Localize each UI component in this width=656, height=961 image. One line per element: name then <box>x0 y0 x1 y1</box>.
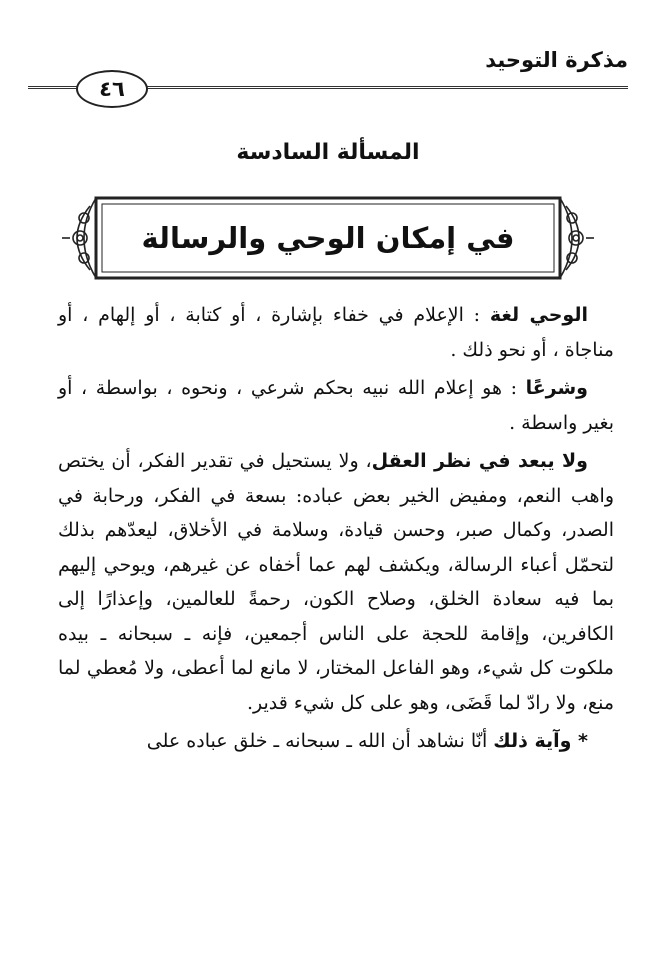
paragraph-definition-legal <box>58 371 614 440</box>
paragraph-evidence <box>58 724 614 759</box>
section-heading: المسألة السادسة <box>236 140 420 165</box>
book-title: مذكرة التوحيد <box>485 48 628 72</box>
chapter-title-frame <box>60 190 596 286</box>
paragraph-text: ، ولا يستحيل في تقدير الفكر، أن يختص واهب النعم، ومفيض الخير بعض عباده: بسعة في الفكر، ورحابة في الصدر، وكمال صبر، وحسن قيادة، وسلامة في الأخلاق، ليعدّهم بذلك لتحمّل أعباء الرسالة، ويكشف لهم عما أخفاه عن غيرهم، ويوحي إليهم بما فيه سعادة الخلق، وصلاح الكون، رحمةً للعالمين، وإعذارًا إلى الكافرين، وإقامة للحجة على الناس أجمعين، فإنه ـ سبحانه ـ بيده ملكوت كل شيء، وهو الفاعل المختار، لا مانع لما أعطى، ولا مُعطي لما منع، ولا رادّ لما قَضَى، وهو على كل شيء قدير. <box>58 450 614 714</box>
term-label: الوحي لغة <box>489 304 588 326</box>
paragraph-definition-linguistic <box>58 298 614 367</box>
paragraph-text: أنّا نشاهد أن الله ـ سبحانه ـ خلق عباده على <box>146 730 494 752</box>
paragraph-text: : هو إعلام الله نبيه بحكم شرعي ، ونحوه ، بواسطة ، أو بغير واسطة . <box>58 377 614 434</box>
paragraph-reasoning <box>58 444 614 720</box>
term-label: * وآية ذلك <box>493 730 588 752</box>
body-text <box>58 298 614 763</box>
page-number: ٤٦ <box>76 70 148 108</box>
term-label: وشرعًا <box>525 377 588 399</box>
chapter-title: في إمكان الوحي والرسالة <box>141 221 515 255</box>
paragraph-text: : الإعلام في خفاء بإشارة ، أو كتابة ، أو إلهام ، أو مناجاة ، أو نحو ذلك . <box>58 304 614 361</box>
term-label: ولا يبعد في نظر العقل <box>371 450 588 472</box>
page-header <box>28 44 628 104</box>
